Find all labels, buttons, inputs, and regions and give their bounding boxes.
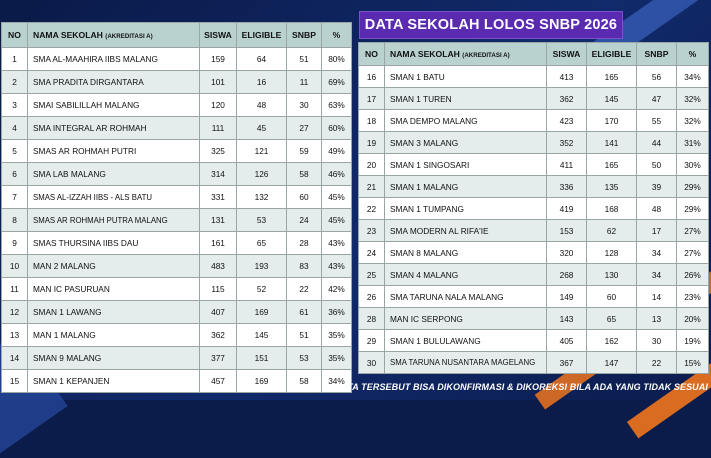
cell-siswa: 407 [200,301,237,324]
table-row [359,286,709,308]
cell-siswa: 377 [200,347,237,370]
cell-siswa: 101 [200,71,237,94]
cell-eligible: 145 [587,88,637,110]
cell-siswa: 411 [547,154,587,176]
cell-no: 28 [359,308,385,330]
cell-no: 21 [359,176,385,198]
cell-pct: 15% [677,352,709,374]
cell-siswa: 320 [547,242,587,264]
cell-snbp: 22 [287,278,322,301]
cell-nama: SMA TARUNA NALA MALANG [385,286,547,308]
cell-eligible: 52 [237,278,287,301]
cell-siswa: 336 [547,176,587,198]
table-row [2,301,352,324]
cell-pct: 45% [322,209,352,232]
cell-siswa: 457 [200,370,237,393]
cell-no: 19 [359,132,385,154]
table-row [359,330,709,352]
school-table-right [358,42,709,374]
cell-siswa: 131 [200,209,237,232]
table-row [2,48,352,71]
cell-nama: MAN 2 MALANG [28,255,200,278]
cell-nama: MAN IC PASURUAN [28,278,200,301]
cell-snbp: 14 [637,286,677,308]
page-title: DATA SEKOLAH LOLOS SNBP 2026 [359,11,623,39]
cell-nama: SMA TARUNA NUSANTARA MAGELANG [385,352,547,374]
cell-snbp: 30 [637,330,677,352]
cell-snbp: 27 [287,117,322,140]
table-row [2,278,352,301]
cell-no: 17 [359,88,385,110]
cell-pct: 32% [677,88,709,110]
table-row [2,140,352,163]
cell-snbp: 59 [287,140,322,163]
cell-eligible: 193 [237,255,287,278]
cell-nama: SMA LAB MALANG [28,163,200,186]
cell-nama: SMA INTEGRAL AR ROHMAH [28,117,200,140]
cell-siswa: 362 [200,324,237,347]
cell-pct: 29% [677,198,709,220]
cell-no: 1 [2,48,28,71]
table-row [2,117,352,140]
cell-eligible: 132 [237,186,287,209]
cell-no: 15 [2,370,28,393]
cell-nama: SMAN 8 MALANG [385,242,547,264]
cell-pct: 63% [322,94,352,117]
cell-pct: 32% [677,110,709,132]
cell-no: 30 [359,352,385,374]
cell-nama: SMAN 1 TUREN [385,88,547,110]
cell-nama: SMAN 1 LAWANG [28,301,200,324]
table-row [359,242,709,264]
cell-eligible: 130 [587,264,637,286]
cell-pct: 35% [322,347,352,370]
cell-eligible: 165 [587,154,637,176]
cell-pct: 60% [322,117,352,140]
cell-snbp: 44 [637,132,677,154]
header-akreditasi: (AKREDITASI A) [462,52,510,59]
cell-siswa: 111 [200,117,237,140]
table-row [359,264,709,286]
cell-pct: 23% [677,286,709,308]
cell-siswa: 143 [547,308,587,330]
cell-snbp: 51 [287,324,322,347]
cell-nama: SMAN 1 KEPANJEN [28,370,200,393]
cell-eligible: 170 [587,110,637,132]
cell-pct: 49% [322,140,352,163]
table-row [359,154,709,176]
cell-no: 9 [2,232,28,255]
cell-snbp: 28 [287,232,322,255]
table-row [359,176,709,198]
cell-pct: 34% [677,66,709,88]
table-row [359,220,709,242]
cell-eligible: 65 [587,308,637,330]
cell-pct: 43% [322,255,352,278]
table-row [2,209,352,232]
header-pct: % [677,43,709,66]
cell-no: 25 [359,264,385,286]
cell-eligible: 141 [587,132,637,154]
cell-pct: 34% [322,370,352,393]
cell-snbp: 58 [287,370,322,393]
cell-nama: SMAN 1 SINGOSARI [385,154,547,176]
cell-no: 26 [359,286,385,308]
cell-pct: 45% [322,186,352,209]
cell-nama: SMAN 1 MALANG [385,176,547,198]
header-siswa: SISWA [547,43,587,66]
table-row [2,347,352,370]
cell-no: 22 [359,198,385,220]
cell-pct: 30% [677,154,709,176]
header-no: NO [2,23,28,48]
cell-nama: SMA MODERN AL RIFA'IE [385,220,547,242]
table-row [359,132,709,154]
cell-no: 10 [2,255,28,278]
cell-snbp: 13 [637,308,677,330]
table-row [2,186,352,209]
cell-no: 16 [359,66,385,88]
cell-eligible: 128 [587,242,637,264]
cell-eligible: 121 [237,140,287,163]
cell-siswa: 362 [547,88,587,110]
cell-pct: 35% [322,324,352,347]
cell-snbp: 22 [637,352,677,374]
cell-no: 23 [359,220,385,242]
cell-pct: 42% [322,278,352,301]
cell-no: 24 [359,242,385,264]
table-body-right [359,66,709,374]
cell-snbp: 60 [287,186,322,209]
header-pct: % [322,23,352,48]
cell-snbp: 17 [637,220,677,242]
cell-snbp: 55 [637,110,677,132]
cell-siswa: 268 [547,264,587,286]
cell-nama: SMAN 1 BATU [385,66,547,88]
header-nama-label: NAMA SEKOLAH [390,49,460,59]
cell-siswa: 153 [547,220,587,242]
cell-snbp: 58 [287,163,322,186]
cell-siswa: 325 [200,140,237,163]
table-row [359,66,709,88]
header-nama [385,43,547,66]
cell-eligible: 169 [237,370,287,393]
cell-eligible: 162 [587,330,637,352]
cell-eligible: 151 [237,347,287,370]
cell-snbp: 61 [287,301,322,324]
cell-eligible: 65 [237,232,287,255]
cell-eligible: 45 [237,117,287,140]
cell-pct: 69% [322,71,352,94]
cell-nama: MAN 1 MALANG [28,324,200,347]
table-row [2,370,352,393]
cell-nama: SMAS THURSINA IIBS DAU [28,232,200,255]
cell-eligible: 60 [587,286,637,308]
cell-nama: SMA AL-MAAHIRA IIBS MALANG [28,48,200,71]
cell-nama: SMAN 9 MALANG [28,347,200,370]
cell-siswa: 413 [547,66,587,88]
cell-siswa: 405 [547,330,587,352]
header-eligible: ELIGIBLE [587,43,637,66]
cell-pct: 20% [677,308,709,330]
table-header-row [2,23,352,48]
footer-note: DATA TERSEBUT BISA DIKONFIRMASI & DIKOREKSI BILA ADA YANG TIDAK SESUAI [334,382,708,392]
table-row [2,71,352,94]
cell-no: 8 [2,209,28,232]
cell-siswa: 161 [200,232,237,255]
header-no: NO [359,43,385,66]
cell-siswa: 149 [547,286,587,308]
cell-eligible: 126 [237,163,287,186]
cell-no: 18 [359,110,385,132]
header-eligible: ELIGIBLE [237,23,287,48]
cell-siswa: 115 [200,278,237,301]
cell-siswa: 423 [547,110,587,132]
cell-no: 11 [2,278,28,301]
table-row [2,232,352,255]
table-row [359,88,709,110]
cell-pct: 43% [322,232,352,255]
cell-snbp: 47 [637,88,677,110]
cell-siswa: 314 [200,163,237,186]
table-row [2,255,352,278]
table-body-left [2,48,352,393]
table-header-row [359,43,709,66]
cell-no: 6 [2,163,28,186]
cell-no: 4 [2,117,28,140]
header-nama [28,23,200,48]
cell-siswa: 483 [200,255,237,278]
table-row [2,94,352,117]
cell-pct: 26% [677,264,709,286]
cell-eligible: 168 [587,198,637,220]
cell-snbp: 56 [637,66,677,88]
cell-no: 2 [2,71,28,94]
cell-snbp: 39 [637,176,677,198]
cell-nama: SMAN 1 TUMPANG [385,198,547,220]
cell-no: 7 [2,186,28,209]
cell-nama: SMAS AR ROHMAH PUTRI [28,140,200,163]
table-row [359,352,709,374]
cell-siswa: 419 [547,198,587,220]
header-snbp: SNBP [637,43,677,66]
cell-nama: SMAN 3 MALANG [385,132,547,154]
cell-nama: SMAN 1 BULULAWANG [385,330,547,352]
cell-snbp: 34 [637,242,677,264]
cell-snbp: 53 [287,347,322,370]
cell-nama: SMAI SABILILLAH MALANG [28,94,200,117]
cell-snbp: 83 [287,255,322,278]
cell-pct: 29% [677,176,709,198]
cell-pct: 27% [677,242,709,264]
cell-snbp: 30 [287,94,322,117]
cell-eligible: 169 [237,301,287,324]
cell-nama: SMAS AL-IZZAH IIBS - ALS BATU [28,186,200,209]
cell-eligible: 62 [587,220,637,242]
cell-eligible: 135 [587,176,637,198]
table-row [359,110,709,132]
cell-siswa: 367 [547,352,587,374]
table-row [2,324,352,347]
cell-pct: 27% [677,220,709,242]
cell-snbp: 51 [287,48,322,71]
table-row [359,308,709,330]
cell-siswa: 120 [200,94,237,117]
cell-eligible: 53 [237,209,287,232]
cell-nama: SMA DEMPO MALANG [385,110,547,132]
header-snbp: SNBP [287,23,322,48]
cell-no: 13 [2,324,28,347]
cell-snbp: 48 [637,198,677,220]
cell-eligible: 147 [587,352,637,374]
cell-snbp: 34 [637,264,677,286]
cell-no: 29 [359,330,385,352]
cell-eligible: 165 [587,66,637,88]
header-nama-label: NAMA SEKOLAH [33,30,103,40]
cell-no: 14 [2,347,28,370]
cell-nama: SMA PRADITA DIRGANTARA [28,71,200,94]
cell-pct: 31% [677,132,709,154]
header-siswa: SISWA [200,23,237,48]
cell-no: 3 [2,94,28,117]
cell-nama: SMAN 4 MALANG [385,264,547,286]
cell-siswa: 159 [200,48,237,71]
cell-snbp: 50 [637,154,677,176]
school-table-left [1,22,352,393]
cell-siswa: 331 [200,186,237,209]
cell-eligible: 64 [237,48,287,71]
header-akreditasi: (AKREDITASI A) [105,33,153,40]
cell-snbp: 11 [287,71,322,94]
table-row [2,163,352,186]
cell-no: 20 [359,154,385,176]
cell-pct: 36% [322,301,352,324]
cell-no: 5 [2,140,28,163]
cell-nama: SMAS AR ROHMAH PUTRA MALANG [28,209,200,232]
cell-pct: 19% [677,330,709,352]
cell-pct: 80% [322,48,352,71]
table-row [359,198,709,220]
cell-eligible: 48 [237,94,287,117]
cell-no: 12 [2,301,28,324]
cell-eligible: 16 [237,71,287,94]
cell-siswa: 352 [547,132,587,154]
cell-pct: 46% [322,163,352,186]
cell-eligible: 145 [237,324,287,347]
cell-nama: MAN IC SERPONG [385,308,547,330]
cell-snbp: 24 [287,209,322,232]
